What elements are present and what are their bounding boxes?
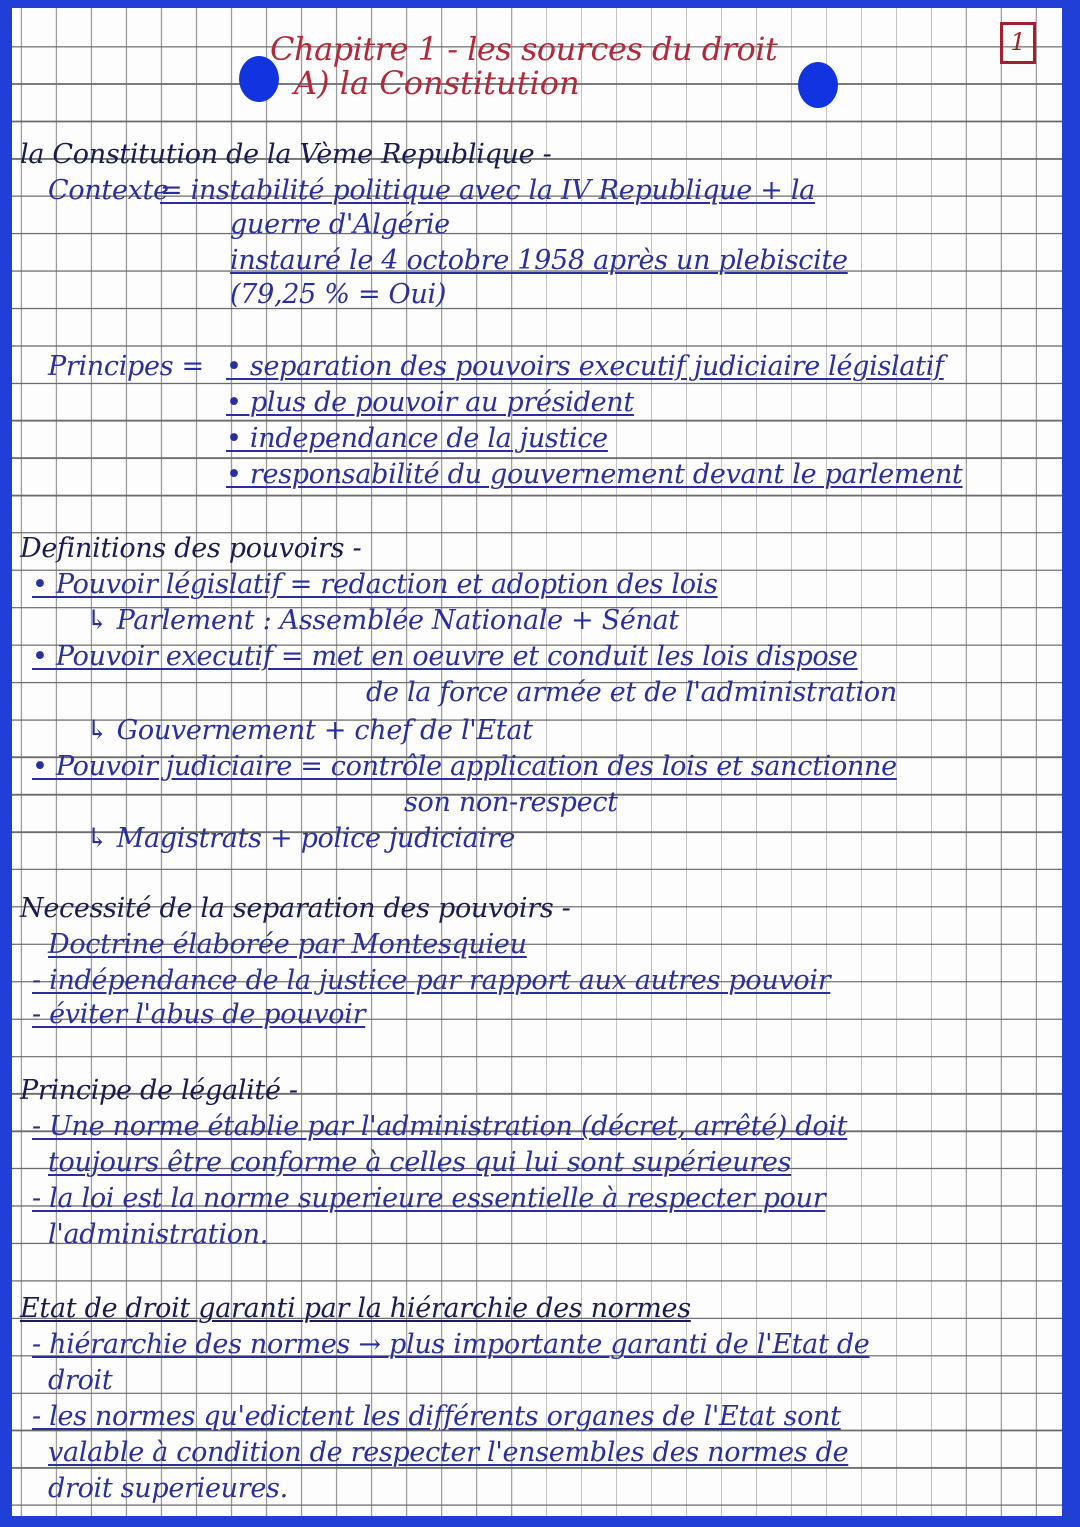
page-number-box: 1	[1000, 22, 1036, 64]
contexte-line-1: = instabilité politique avec la IV Republique + la	[160, 175, 815, 206]
principe-1: • separation des pouvoirs executif judiciaire législatif	[226, 351, 944, 382]
principe-4: • responsabilité du gouvernement devant le parlement	[226, 459, 963, 490]
contexte-line-3: instauré le 4 octobre 1958 après un plebiscite	[230, 245, 848, 276]
necessite-line-3: - éviter l'abus de pouvoir	[32, 999, 366, 1030]
def-line-6: • Pouvoir judiciaire = contrôle application des lois et sanctionne	[32, 751, 897, 782]
label-contexte: Contexte	[48, 175, 169, 206]
def-line-7: son non-respect	[404, 787, 618, 818]
contexte-line-2: guerre d'Algérie	[230, 209, 450, 240]
legalite-line-1: - Une norme établie par l'administration (décret, arrêté) doit	[32, 1111, 848, 1142]
heading-necessite: Necessité de la separation des pouvoirs -	[20, 893, 571, 924]
etat-line-3: - les normes qu'edictent les différents organes de l'Etat sont	[32, 1401, 841, 1432]
chapter-title: Chapitre 1 - les sources du droit	[270, 30, 778, 68]
heading-definitions: Definitions des pouvoirs -	[20, 533, 362, 564]
etat-line-5: droit superieures.	[48, 1473, 288, 1504]
legalite-line-3: - la loi est la norme superieure essentielle à respecter pour	[32, 1183, 826, 1214]
heading-legalite: Principe de légalité -	[20, 1075, 298, 1106]
heading-etat-de-droit: Etat de droit garanti par la hiérarchie des normes	[20, 1293, 691, 1324]
notebook-page	[12, 8, 1062, 1516]
necessite-line-1: Doctrine élaborée par Montesquieu	[48, 929, 527, 960]
contexte-line-4: (79,25 % = Oui)	[230, 279, 447, 310]
etat-line-4: valable à condition de respecter l'ensembles des normes de	[48, 1437, 849, 1468]
def-line-5: ↳ Gouvernement + chef de l'Etat	[86, 715, 533, 746]
heading-constitution: la Constitution de la Vème Republique -	[20, 139, 552, 170]
def-line-2: ↳ Parlement : Assemblée Nationale + Sénat	[86, 605, 679, 636]
def-line-8: ↳ Magistrats + police judiciaire	[86, 823, 516, 854]
legalite-line-4: l'administration.	[48, 1219, 269, 1250]
etat-line-1: - hiérarchie des normes → plus importante garanti de l'Etat de	[32, 1329, 870, 1360]
def-line-3: • Pouvoir executif = met en oeuvre et conduit les lois dispose	[32, 641, 858, 672]
section-subtitle: A) la Constitution	[294, 64, 580, 102]
etat-line-2: droit	[48, 1365, 113, 1396]
def-line-1: • Pouvoir législatif = redaction et adoption des lois	[32, 569, 718, 600]
punch-hole-right	[798, 62, 838, 108]
necessite-line-2: - indépendance de la justice par rapport aux autres pouvoir	[32, 965, 831, 996]
principe-2: • plus de pouvoir au président	[226, 387, 634, 418]
legalite-line-2: toujours être conforme à celles qui lui sont supérieures	[48, 1147, 792, 1178]
def-line-4: de la force armée et de l'administration	[366, 677, 897, 708]
label-principes: Principes =	[48, 351, 204, 382]
principe-3: • independance de la justice	[226, 423, 608, 454]
